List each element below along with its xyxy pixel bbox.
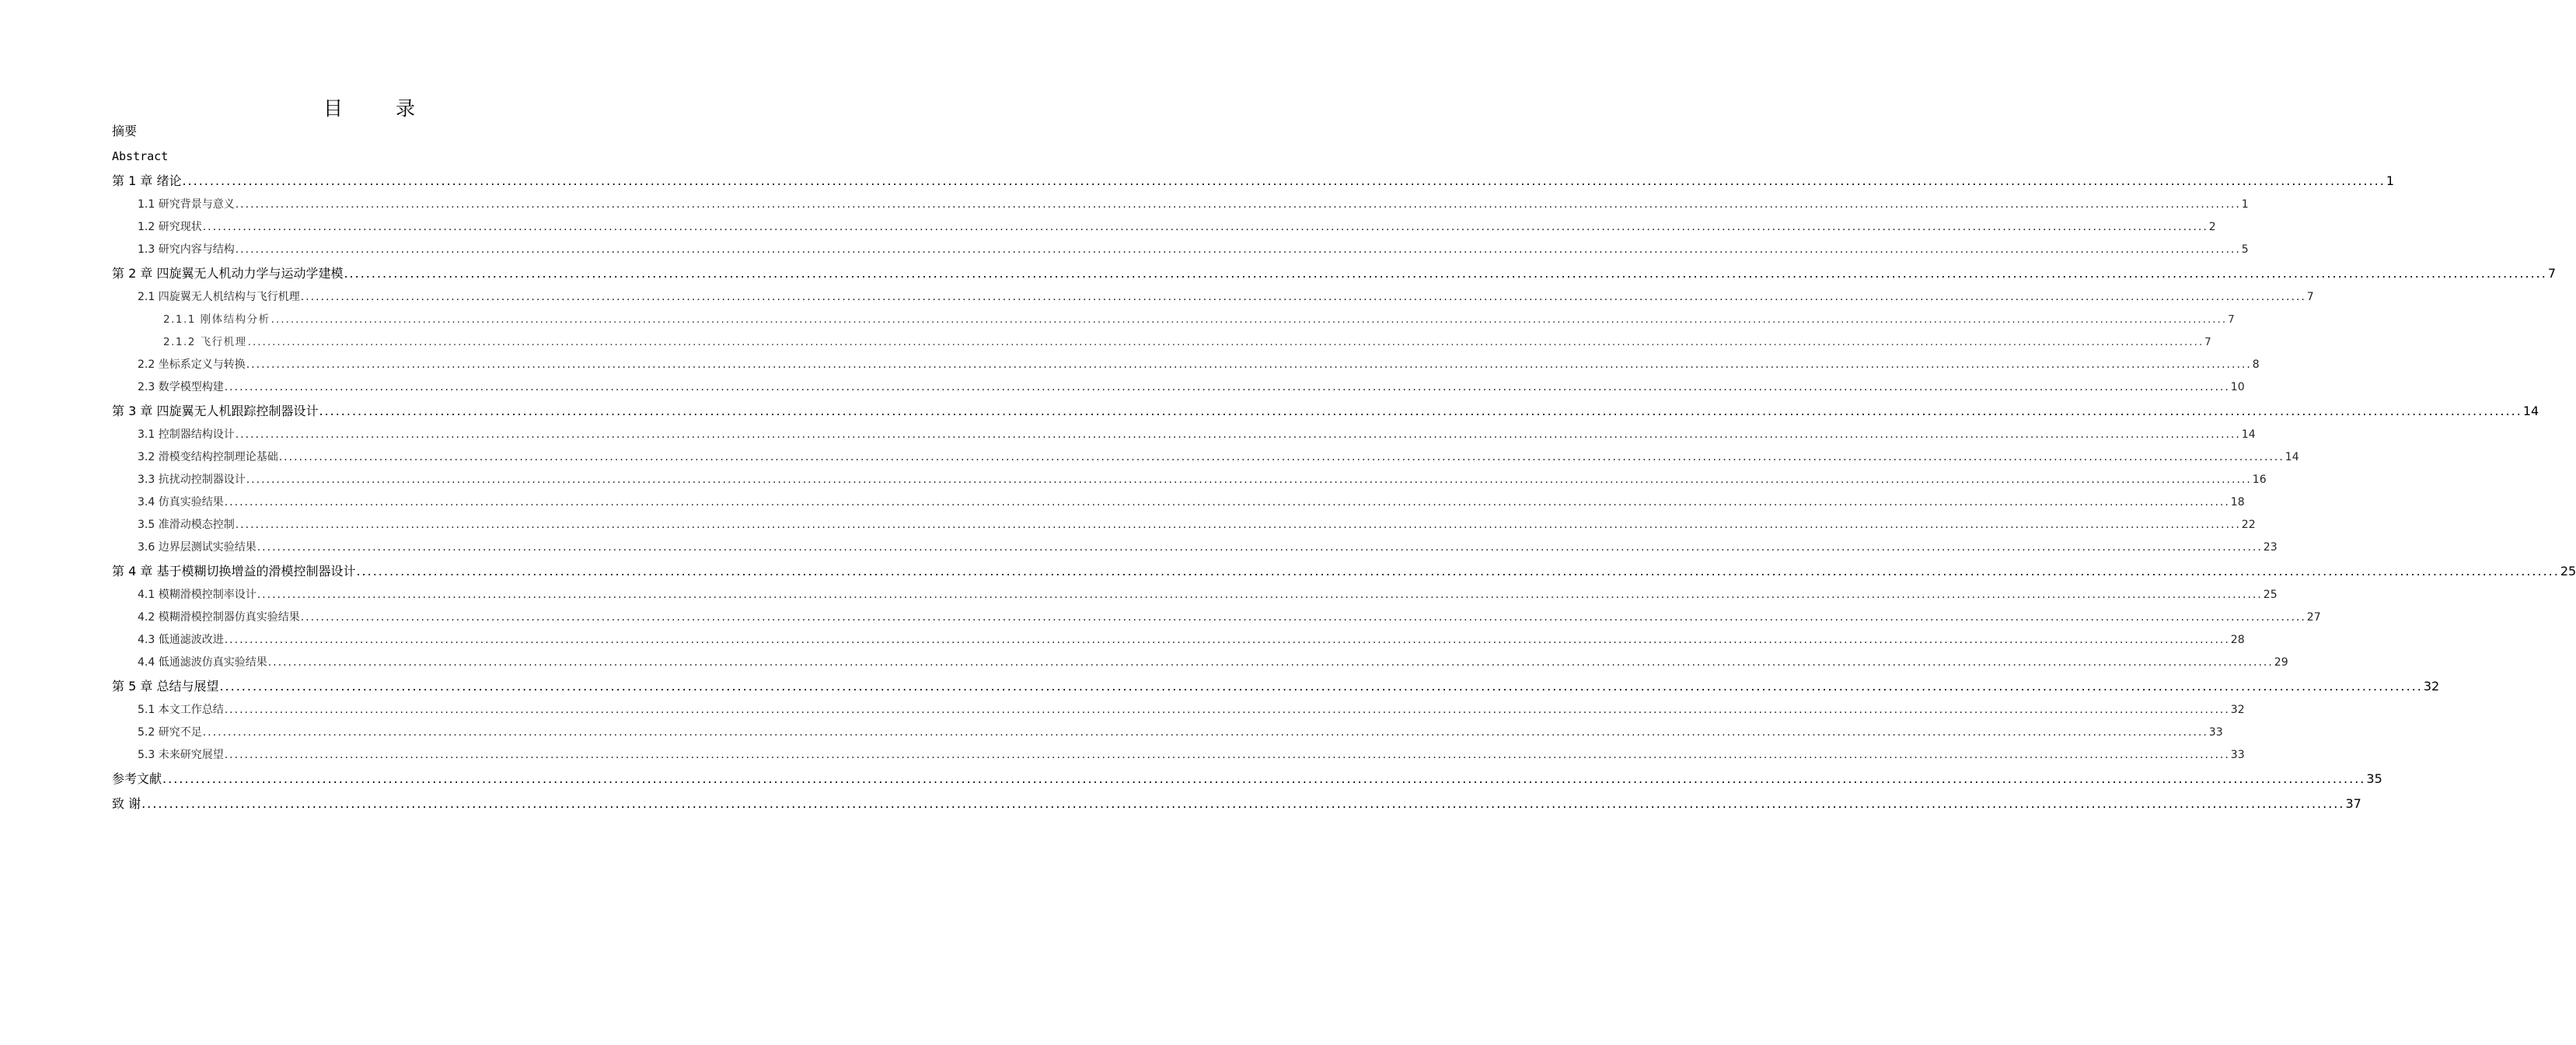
toc-entry-label: 5.3 未来研究展望 — [138, 749, 224, 761]
toc-entry-label: 2.1 四旋翼无人机结构与飞行机理 — [138, 291, 300, 303]
toc-entry-page: 25 — [2263, 589, 2278, 601]
toc-entry-page: 33 — [2230, 749, 2245, 761]
toc-entry-page: 28 — [2230, 634, 2245, 646]
toc-entry-page: 10 — [2230, 381, 2245, 393]
dot-leader: ................................................................................................................................................................................................................................................................................................................................................................................................................ — [257, 541, 2263, 554]
toc-entry-page: 7 — [2228, 313, 2236, 326]
dot-leader: ................................................................................................................................................................................................................................................................................................................................................................................................................ — [224, 381, 2230, 393]
dot-leader: ................................................................................................................................................................................................................................................................................................................................................................................................................ — [235, 519, 2241, 531]
dot-leader: ................................................................................................................................................................................................................................................................................................................................................................................................................ — [235, 243, 2241, 256]
toc-entry-label: 5.1 本文工作总结 — [138, 704, 224, 716]
dot-leader: ................................................................................................................................................................................................................................................................................................................................................................................................................ — [202, 221, 2208, 233]
toc-entry-page: 33 — [2208, 726, 2223, 739]
dot-leader: ................................................................................................................................................................................................................................................................................................................................................................................................................ — [247, 336, 2204, 348]
dot-leader: ................................................................................................................................................................................................................................................................................................................................................................................................................ — [278, 451, 2285, 463]
toc-entry[interactable] — [112, 629, 2245, 652]
dot-leader: ................................................................................................................................................................................................................................................................................................................................................................................................................ — [356, 564, 2560, 578]
toc-entry-page: 7 — [2306, 291, 2314, 303]
toc-entry-label: 3.4 仿真实验结果 — [138, 496, 224, 509]
dot-leader: ................................................................................................................................................................................................................................................................................................................................................................................................................ — [257, 589, 2263, 601]
toc-entry[interactable] — [112, 261, 2557, 286]
dot-leader: ................................................................................................................................................................................................................................................................................................................................................................................................................ — [219, 679, 2423, 694]
toc-entry-page: 29 — [2274, 656, 2288, 669]
toc-entry-label: 3.2 滑模变结构控制理论基础 — [138, 451, 278, 463]
toc-entry-label: 参考文献 — [112, 771, 162, 786]
toc-entry-label: 第 1 章 绪论 — [112, 173, 182, 188]
toc-entry[interactable] — [112, 424, 2256, 446]
toc-entry[interactable] — [112, 309, 2236, 331]
toc-entry-label: 3.6 边界层测试实验结果 — [138, 541, 257, 554]
toc-entry-page: 16 — [2252, 474, 2267, 486]
toc-entry-label: 3.3 抗扰动控制器设计 — [138, 474, 246, 486]
toc-entry[interactable] — [112, 216, 2216, 239]
dot-leader: ................................................................................................................................................................................................................................................................................................................................................................................................................ — [224, 496, 2230, 509]
toc-entry-label: 4.1 模糊滑模控制率设计 — [138, 589, 257, 601]
dot-leader: ................................................................................................................................................................................................................................................................................................................................................................................................................ — [271, 313, 2228, 326]
toc-entry-page: 1 — [2386, 173, 2395, 188]
toc-entry[interactable] — [112, 194, 2249, 216]
dot-leader: ................................................................................................................................................................................................................................................................................................................................................................................................................ — [246, 474, 2252, 486]
dot-leader: ................................................................................................................................................................................................................................................................................................................................................................................................................ — [224, 749, 2230, 761]
toc-entry[interactable] — [112, 239, 2249, 261]
toc-entry[interactable] — [112, 559, 2576, 584]
toc-entry-label: 2.2 坐标系定义与转换 — [138, 358, 246, 371]
toc-entry-label: 4.3 低通滤波改进 — [138, 634, 224, 646]
page-title: 目 录 — [323, 97, 438, 120]
dot-leader: ................................................................................................................................................................................................................................................................................................................................................................................................................ — [246, 358, 2252, 371]
toc-entry-page: 37 — [2345, 796, 2361, 811]
toc-entry[interactable] — [112, 119, 627, 144]
toc-entry-page: 25 — [2560, 564, 2576, 578]
toc-entry[interactable] — [112, 331, 2213, 354]
toc-entry-label: 致 谢 — [112, 796, 141, 811]
toc-entry[interactable] — [112, 652, 2288, 674]
toc-entry-label: 3.5 准滑动模态控制 — [138, 519, 235, 531]
toc-entry[interactable] — [112, 744, 2245, 767]
toc-entry-page: 8 — [2252, 358, 2260, 371]
toc-entry[interactable] — [112, 399, 2539, 424]
toc-entry[interactable] — [112, 514, 2256, 536]
toc-entry-label: Abstract — [112, 149, 169, 163]
toc-entry-page: 18 — [2230, 496, 2245, 509]
toc-entry-page: 1 — [2241, 198, 2249, 211]
toc-entry-label: 2.1.1 刚体结构分析 — [163, 313, 271, 326]
toc-entry[interactable] — [112, 169, 2395, 194]
toc-entry-label: 摘要 — [112, 124, 138, 138]
toc-entry[interactable] — [112, 491, 2245, 514]
dot-leader: ................................................................................................................................................................................................................................................................................................................................................................................................................ — [224, 634, 2230, 646]
dot-leader: ................................................................................................................................................................................................................................................................................................................................................................................................................ — [267, 656, 2274, 669]
table-of-contents — [112, 119, 2576, 816]
toc-entry-page: 14 — [2241, 428, 2256, 441]
toc-entry-label: 第 3 章 四旋翼无人机跟踪控制器设计 — [112, 404, 319, 418]
toc-entry-label: 4.4 低通滤波仿真实验结果 — [138, 656, 267, 669]
toc-entry-label: 第 4 章 基于模糊切换增益的滑模控制器设计 — [112, 564, 356, 578]
toc-entry-page: 7 — [2547, 266, 2557, 281]
dot-leader: ................................................................................................................................................................................................................................................................................................................................................................................................................ — [162, 771, 2366, 786]
toc-entry-label: 第 5 章 总结与展望 — [112, 679, 219, 694]
toc-entry[interactable] — [112, 376, 2245, 399]
toc-entry-page: 32 — [2230, 704, 2245, 716]
dot-leader: ................................................................................................................................................................................................................................................................................................................................................................................................................ — [319, 404, 2522, 418]
toc-entry-page: 14 — [2522, 404, 2539, 418]
toc-entry-label: 1.2 研究现状 — [138, 221, 202, 233]
toc-entry[interactable] — [112, 584, 2278, 606]
dot-leader: ................................................................................................................................................................................................................................................................................................................................................................................................................ — [224, 704, 2230, 716]
toc-entry-label: 2.1.2 飞行机理 — [163, 336, 247, 348]
toc-entry-label: 5.2 研究不足 — [138, 726, 202, 739]
toc-entry-page: 32 — [2423, 679, 2440, 694]
toc-entry-label: 1.3 研究内容与结构 — [138, 243, 235, 256]
dot-leader: ................................................................................................................................................................................................................................................................................................................................................................................................................ — [141, 796, 2345, 811]
toc-entry-label: 3.1 控制器结构设计 — [138, 428, 235, 441]
toc-entry[interactable] — [112, 286, 2314, 309]
toc-entry[interactable] — [112, 469, 2267, 491]
dot-leader: ................................................................................................................................................................................................................................................................................................................................................................................................................ — [235, 198, 2241, 211]
toc-entry[interactable] — [112, 674, 2440, 699]
toc-entry[interactable] — [112, 354, 2260, 376]
toc-entry-label: 1.1 研究背景与意义 — [138, 198, 235, 211]
toc-entry-page: 5 — [2241, 243, 2249, 256]
toc-entry[interactable] — [112, 536, 2278, 559]
toc-entry-label: 2.3 数学模型构建 — [138, 381, 224, 393]
toc-entry[interactable] — [112, 144, 627, 169]
toc-entry[interactable] — [112, 699, 2245, 722]
toc-entry[interactable] — [112, 767, 2382, 792]
dot-leader: ................................................................................................................................................................................................................................................................................................................................................................................................................ — [182, 173, 2386, 188]
dot-leader: ................................................................................................................................................................................................................................................................................................................................................................................................................ — [235, 428, 2241, 441]
toc-entry-label: 4.2 模糊滑模控制器仿真实验结果 — [138, 611, 300, 624]
toc-entry-page: 22 — [2241, 519, 2256, 531]
dot-leader: ................................................................................................................................................................................................................................................................................................................................................................................................................ — [300, 291, 2306, 303]
toc-entry-page: 27 — [2306, 611, 2321, 624]
toc-entry-page: 2 — [2208, 221, 2216, 233]
toc-entry-page: 7 — [2204, 336, 2213, 348]
toc-entry-page: 23 — [2263, 541, 2278, 554]
toc-entry-page: 14 — [2285, 451, 2299, 463]
toc-entry-page: 35 — [2366, 771, 2382, 786]
toc-entry[interactable] — [112, 446, 2299, 469]
dot-leader: ................................................................................................................................................................................................................................................................................................................................................................................................................ — [202, 726, 2208, 739]
toc-entry[interactable] — [112, 606, 2321, 629]
toc-entry[interactable] — [112, 792, 2361, 816]
toc-entry-label: 第 2 章 四旋翼无人机动力学与运动学建模 — [112, 266, 344, 281]
toc-entry[interactable] — [112, 722, 2223, 744]
dot-leader: ................................................................................................................................................................................................................................................................................................................................................................................................................ — [300, 611, 2306, 624]
dot-leader: ................................................................................................................................................................................................................................................................................................................................................................................................................ — [344, 266, 2547, 281]
